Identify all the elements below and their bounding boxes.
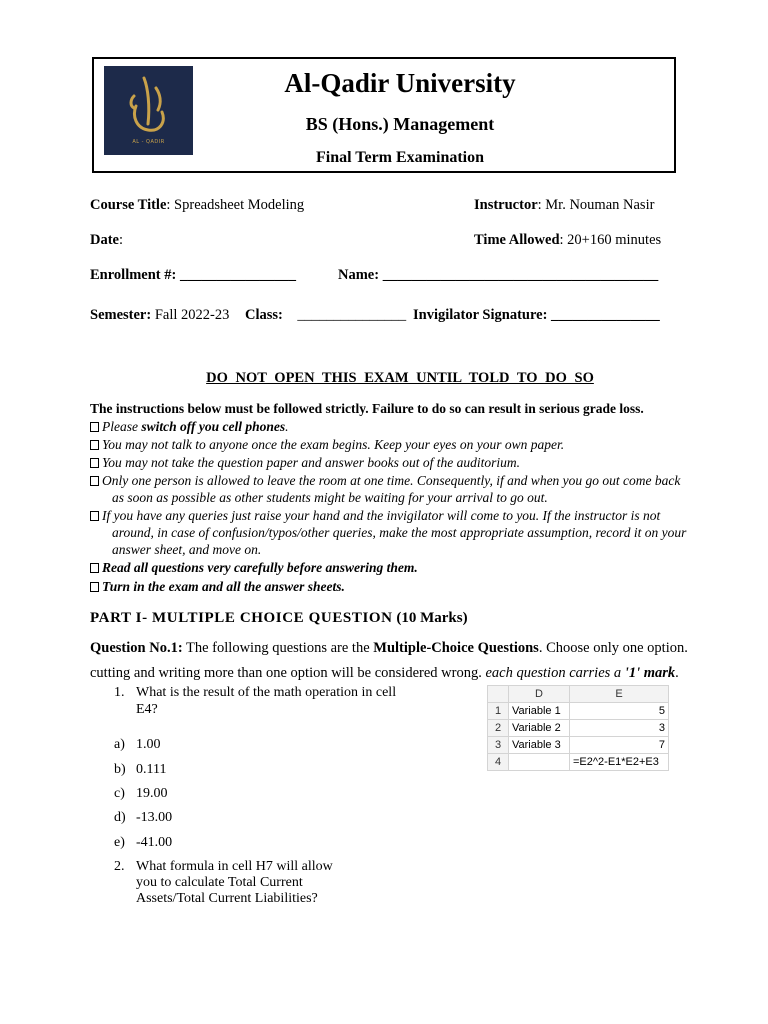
- question-text: What formula in cell H7 will allow: [136, 859, 333, 874]
- instruction-text: You may not talk to anyone once the exam begins. Keep your eyes on your own paper.: [102, 437, 565, 452]
- instruction-continuation: [112, 541, 261, 559]
- time-label: Time Allowed: [474, 232, 560, 248]
- exam-title: Final Term Examination: [315, 149, 485, 166]
- enrollment-label: Enrollment #: ________________: [90, 267, 296, 283]
- option-letter: c): [114, 786, 125, 801]
- question-text: The following questions are the: [182, 640, 374, 656]
- row-header: 1: [488, 703, 509, 720]
- course-label: Course Title: [90, 197, 167, 213]
- option-letter: a): [114, 737, 125, 752]
- option-text: 1.00: [136, 737, 161, 752]
- date-field: [90, 232, 123, 249]
- option-text: -41.00: [136, 835, 173, 850]
- checkbox-icon: [90, 458, 99, 468]
- course-value: : Spreadsheet Modeling: [166, 197, 305, 213]
- checkbox-icon: [90, 511, 99, 521]
- instruction-item: [90, 436, 564, 454]
- instruction-text: answer sheet, and move on.: [112, 542, 262, 557]
- instruction-item: [90, 559, 418, 577]
- instruction-item: [90, 507, 660, 525]
- instruction-item: [90, 454, 520, 472]
- checkbox-icon: [90, 476, 99, 486]
- name-label: Name: ______________________________________: [338, 267, 659, 283]
- invigilator-field: [413, 307, 660, 324]
- instruction-text: If you have any queries just raise your hand and the invigilator will come to you. If the instructor is not: [102, 508, 661, 523]
- instructor-value: : Mr. Nouman Nasir: [537, 197, 655, 213]
- cell-e: 7: [570, 737, 669, 754]
- cell-e: 3: [570, 720, 669, 737]
- question-text: Assets/Total Current Liabilities?: [136, 891, 318, 906]
- enrollment-field: [90, 267, 296, 284]
- question-intro: [90, 636, 720, 686]
- checkbox-icon: [90, 422, 99, 432]
- cell-e: 5: [570, 703, 669, 720]
- option-letter: b): [114, 762, 126, 777]
- question-emphasis: '1' mark: [624, 665, 676, 681]
- cell-e-formula: =E2^2-E1*E2+E3: [570, 754, 669, 771]
- option-letter: e): [114, 835, 125, 850]
- checkbox-icon: [90, 440, 99, 450]
- instruction-continuation: [112, 524, 686, 542]
- program-title: BS (Hons.) Management: [305, 114, 495, 134]
- column-header-d: D: [509, 686, 570, 703]
- question-label: Question No.1:: [90, 640, 183, 656]
- date-label: Date: [90, 232, 119, 248]
- row-header: 3: [488, 737, 509, 754]
- option-text: 19.00: [136, 786, 168, 801]
- instruction-continuation: [112, 489, 548, 507]
- question-text: you to calculate Total Current: [136, 875, 303, 890]
- instruction-text: as soon as possible as other students might be waiting for your arrival to go out.: [112, 490, 548, 505]
- cell-d: Variable 1: [509, 703, 570, 720]
- instruction-item: [90, 418, 289, 436]
- table-row: [488, 754, 669, 771]
- cell-d: Variable 2: [509, 720, 570, 737]
- question-text: .: [675, 665, 679, 681]
- question-emphasis: Multiple-Choice Questions: [373, 640, 539, 656]
- logo-text: AL - QADIR: [132, 139, 165, 145]
- instruction-item: [90, 472, 680, 490]
- spreadsheet-snippet: [487, 685, 669, 771]
- column-header-e: E: [570, 686, 669, 703]
- instruction-text: Please: [102, 419, 142, 434]
- class-value: _______________: [297, 307, 407, 323]
- part-heading: [90, 610, 468, 627]
- option-text: 0.111: [136, 762, 167, 777]
- instruction-emphasis: switch off you cell phones: [141, 419, 286, 434]
- question-text: each question carries a: [485, 665, 625, 681]
- question-text: What is the result of the math operation in cell: [136, 685, 397, 700]
- instructor-field: [474, 197, 654, 214]
- instruction-text: .: [285, 419, 289, 434]
- table-row: [488, 737, 669, 754]
- row-header: 2: [488, 720, 509, 737]
- part-title: PART I- MULTIPLE CHOICE QUESTION: [90, 610, 393, 626]
- instructions-intro: The instructions below must be followed strictly. Failure to do so can result in serious grade loss.: [90, 401, 644, 416]
- semester-value: Fall 2022-23: [151, 307, 230, 323]
- instruction-item: [90, 578, 345, 596]
- question-text: E4?: [136, 702, 158, 717]
- corner-cell: [488, 686, 509, 703]
- instructor-label: Instructor: [474, 197, 538, 213]
- exam-notice: DO NOT OPEN THIS EXAM UNTIL TOLD TO DO SO: [206, 370, 594, 386]
- instruction-text: You may not take the question paper and answer books out of the auditorium.: [102, 455, 520, 470]
- instruction-text: Turn in the exam and all the answer sheets.: [102, 579, 345, 594]
- semester-field: [90, 307, 229, 324]
- class-field: [245, 307, 406, 324]
- invigilator-label: Invigilator Signature: _______________: [413, 307, 660, 323]
- checkbox-icon: [90, 582, 99, 592]
- time-allowed-field: [474, 232, 661, 249]
- option-text: -13.00: [136, 810, 173, 825]
- row-header: 4: [488, 754, 509, 771]
- option-letter: d): [114, 810, 126, 825]
- instruction-text: Only one person is allowed to leave the room at one time. Consequently, if and when you go out come back: [102, 473, 681, 488]
- cell-d: Variable 3: [509, 737, 570, 754]
- part-marks: (10 Marks): [392, 610, 468, 626]
- table-row: [488, 720, 669, 737]
- question-number: 1.: [114, 685, 125, 700]
- instruction-text: around, in case of confusion/typos/other queries, make the most appropriate assumption, record it on your: [112, 525, 687, 540]
- semester-label: Semester:: [90, 307, 152, 323]
- name-field: [338, 267, 658, 284]
- date-value: :: [119, 232, 124, 248]
- table-row: [488, 703, 669, 720]
- university-logo: [104, 66, 193, 155]
- question-number: 2.: [114, 859, 125, 874]
- checkbox-icon: [90, 563, 99, 573]
- time-value: : 20+160 minutes: [559, 232, 662, 248]
- university-title: Al-Qadir University: [284, 68, 516, 98]
- course-title-field: [90, 197, 304, 214]
- class-label: Class:: [245, 307, 283, 323]
- cell-d: [509, 754, 570, 771]
- question-text: . Choose only one option. cutting and writing more than one option will be considered wrong.: [90, 640, 688, 681]
- instruction-text: Read all questions very carefully before answering them.: [102, 560, 418, 575]
